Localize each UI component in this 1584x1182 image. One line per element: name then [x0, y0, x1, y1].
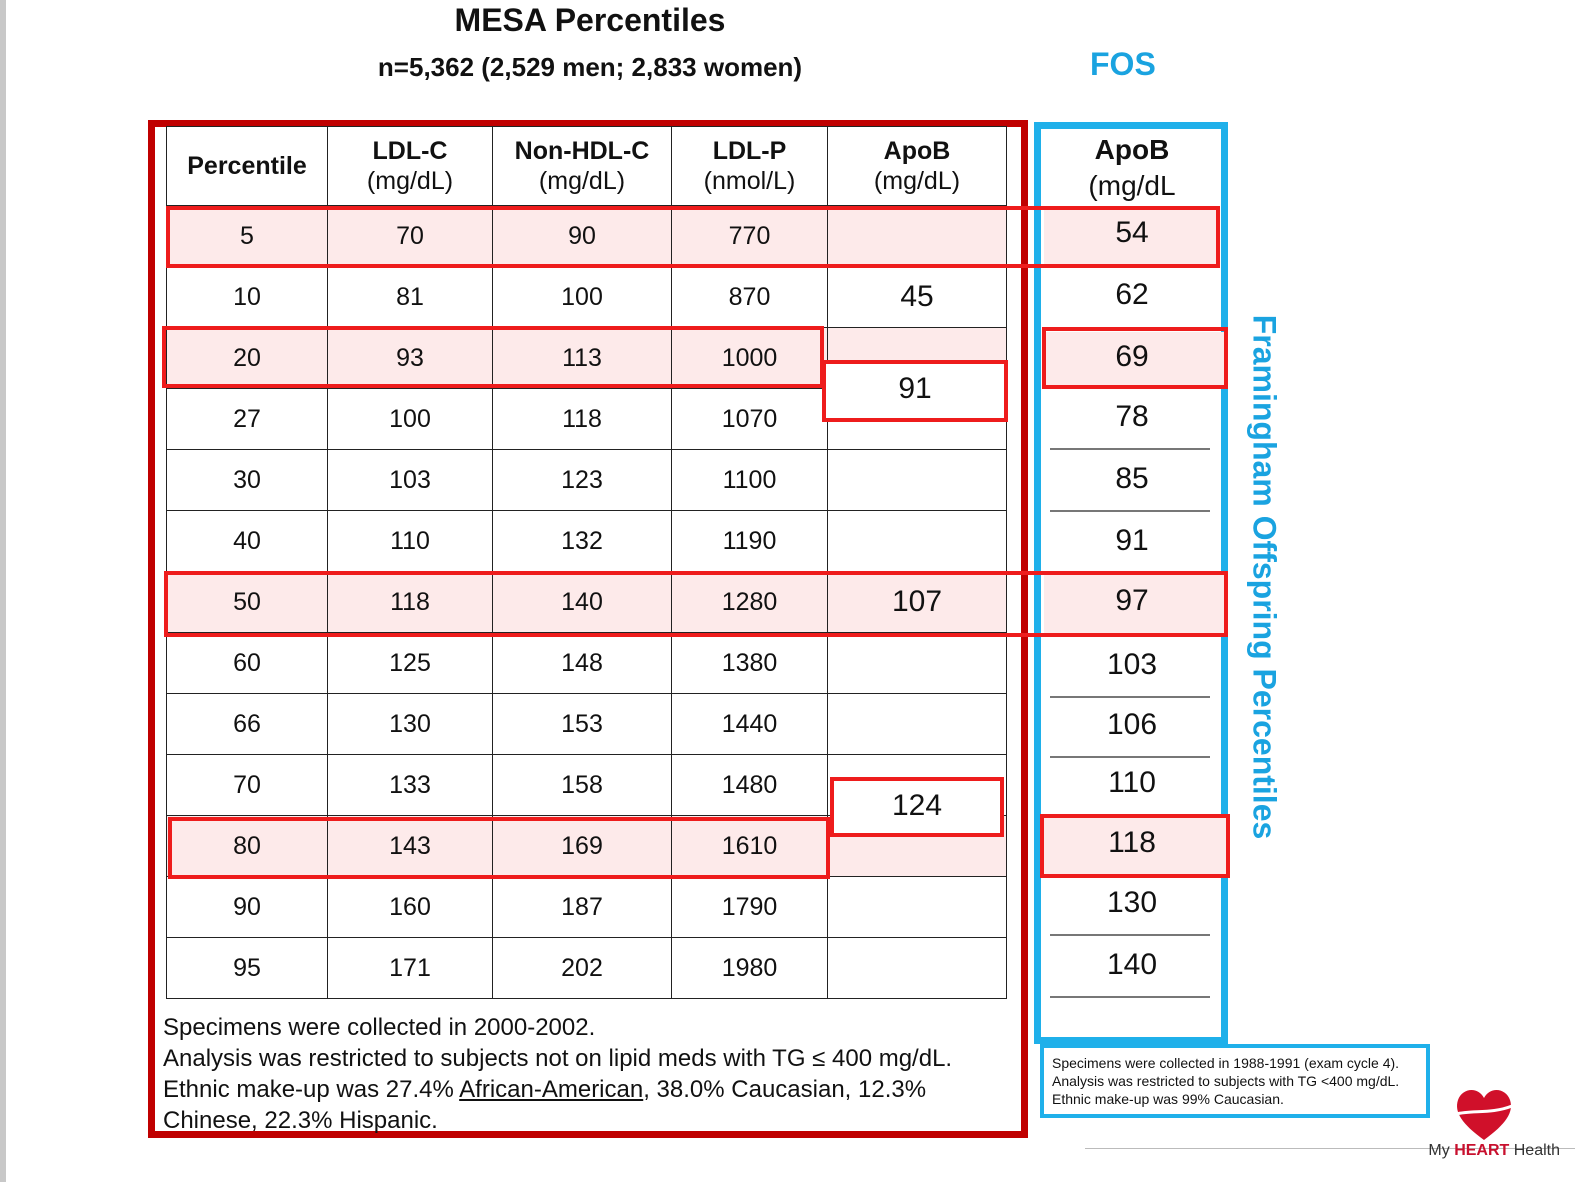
cell-apob [828, 877, 1007, 938]
cell-ldl: 93 [328, 328, 493, 389]
cell-ldl: 118 [328, 572, 493, 633]
fos-value: 140 [1106, 948, 1158, 981]
table-row [167, 877, 1007, 938]
cell-pct: 66 [167, 694, 328, 755]
cell-pct: 90 [167, 877, 328, 938]
cell-apob [828, 450, 1007, 511]
cell-ldlp: 1980 [672, 938, 828, 999]
cell-apob: 45 [828, 267, 1007, 328]
table-row [167, 511, 1007, 572]
framingham-vertical-label: Framingham Offspring Percentiles [1246, 314, 1283, 840]
fos-value: 106 [1106, 708, 1158, 741]
cell-apob [828, 938, 1007, 999]
cell-apob [828, 694, 1007, 755]
cell-ldl: 143 [328, 816, 493, 877]
logo-text: My HEART Health [1428, 1142, 1560, 1159]
cell-pct: 40 [167, 511, 328, 572]
fos-title: FOS [1090, 46, 1156, 82]
page-subtitle: n=5,362 (2,529 men; 2,833 women) [377, 52, 803, 82]
cell-ldlp: 1100 [672, 450, 828, 511]
left-edge-strip [0, 0, 6, 1182]
fos-value: 78 [1115, 400, 1149, 433]
fos-row-divider [1050, 996, 1210, 998]
cell-nonhdl: 123 [493, 450, 672, 511]
cell-apob [828, 511, 1007, 572]
cell-apob: 107 [828, 572, 1007, 633]
fos-value: 69 [1115, 340, 1149, 373]
fos-row-divider [1050, 934, 1210, 936]
cell-ldlp: 1190 [672, 511, 828, 572]
cell-ldlp: 1610 [672, 816, 828, 877]
table-header-row [167, 127, 1007, 206]
cell-pct: 60 [167, 633, 328, 694]
cell-ldl: 125 [328, 633, 493, 694]
cell-nonhdl: 140 [493, 572, 672, 633]
fos-value: 62 [1115, 278, 1149, 311]
african-american-link[interactable]: African-American [459, 1076, 644, 1103]
cell-nonhdl: 90 [493, 206, 672, 267]
cell-nonhdl: 148 [493, 633, 672, 694]
fos-value: 54 [1115, 216, 1149, 249]
cell-ldl: 70 [328, 206, 493, 267]
cell-pct: 27 [167, 389, 328, 450]
fos-value: 85 [1115, 462, 1149, 495]
header-non-hdl-c: Non-HDL-C (mg/dL) [493, 127, 672, 206]
cell-pct: 80 [167, 816, 328, 877]
cell-pct: 20 [167, 328, 328, 389]
header-ldl-c: LDL-C (mg/dL) [328, 127, 493, 206]
cell-ldlp: 1380 [672, 633, 828, 694]
cell-apob [828, 633, 1007, 694]
cell-ldl: 110 [328, 511, 493, 572]
fos-row-divider [1050, 696, 1210, 698]
mesa-footnote: Specimens were collected in 2000-2002. Analysis was restricted to subjects not on lipid meds with TG ≤ 400 mg/dL. Ethnic make-up was 27.4% African-American, 38.0% Caucasian, 12.3% Chinese, 22.3% Hispanic. [163, 1014, 953, 1134]
cell-ldlp: 1280 [672, 572, 828, 633]
cell-ldl: 160 [328, 877, 493, 938]
cell-pct: 95 [167, 938, 328, 999]
fos-row-divider [1050, 510, 1210, 512]
fos-value: 110 [1108, 766, 1156, 799]
header-percentile: Percentile [167, 127, 328, 206]
cell-nonhdl: 202 [493, 938, 672, 999]
cell-ldl: 133 [328, 755, 493, 816]
table-row [167, 450, 1007, 511]
cell-ldlp: 1790 [672, 877, 828, 938]
cell-ldl: 130 [328, 694, 493, 755]
header-apob: ApoB (mg/dL) [828, 127, 1007, 206]
cell-ldlp: 1000 [672, 328, 828, 389]
cell-pct: 10 [167, 267, 328, 328]
fos-value: 91 [1115, 524, 1149, 557]
cell-ldlp: 1480 [672, 755, 828, 816]
cell-ldlp: 1440 [672, 694, 828, 755]
cell-pct: 50 [167, 572, 328, 633]
cell-pct: 5 [167, 206, 328, 267]
fos-value: 130 [1106, 886, 1158, 919]
table-row [167, 694, 1007, 755]
highlight-box-pct-20 [162, 326, 824, 388]
cell-nonhdl: 100 [493, 267, 672, 328]
fos-apob-header: ApoB (mg/dL [1088, 134, 1176, 201]
cell-ldlp: 1070 [672, 389, 828, 450]
my-heart-health-logo [1420, 1080, 1570, 1170]
cell-ldlp: 770 [672, 206, 828, 267]
page-title: MESA Percentiles [454, 2, 726, 38]
fos-value: 118 [1108, 826, 1156, 859]
cell-nonhdl: 132 [493, 511, 672, 572]
fos-value: 97 [1115, 584, 1149, 617]
fos-row-divider [1050, 756, 1210, 758]
cell-ldl: 81 [328, 267, 493, 328]
cell-pct: 70 [167, 755, 328, 816]
highlight-box-pct-80 [168, 817, 830, 879]
cell-nonhdl: 113 [493, 328, 672, 389]
apob-value-124: 124 [891, 789, 943, 822]
table-row [167, 267, 1007, 328]
cell-nonhdl: 153 [493, 694, 672, 755]
cell-nonhdl: 169 [493, 816, 672, 877]
heart-icon [1452, 1084, 1516, 1144]
fos-row-divider [1050, 448, 1210, 450]
cell-pct: 30 [167, 450, 328, 511]
cell-ldl: 171 [328, 938, 493, 999]
header-ldl-p: LDL-P (nmol/L) [672, 127, 828, 206]
cell-ldl: 100 [328, 389, 493, 450]
apob-value-91: 91 [898, 372, 932, 405]
cell-nonhdl: 118 [493, 389, 672, 450]
table-row [167, 633, 1007, 694]
cell-nonhdl: 187 [493, 877, 672, 938]
cell-ldl: 103 [328, 450, 493, 511]
cell-ldlp: 870 [672, 267, 828, 328]
fos-value: 103 [1106, 648, 1158, 681]
fos-footnote: Specimens were collected in 1988-1991 (exam cycle 4). Analysis was restricted to subjects with TG <400 mg/dL. Ethnic make-up was 99% Caucasian. [1052, 1055, 1400, 1107]
cell-nonhdl: 158 [493, 755, 672, 816]
table-row [167, 938, 1007, 999]
